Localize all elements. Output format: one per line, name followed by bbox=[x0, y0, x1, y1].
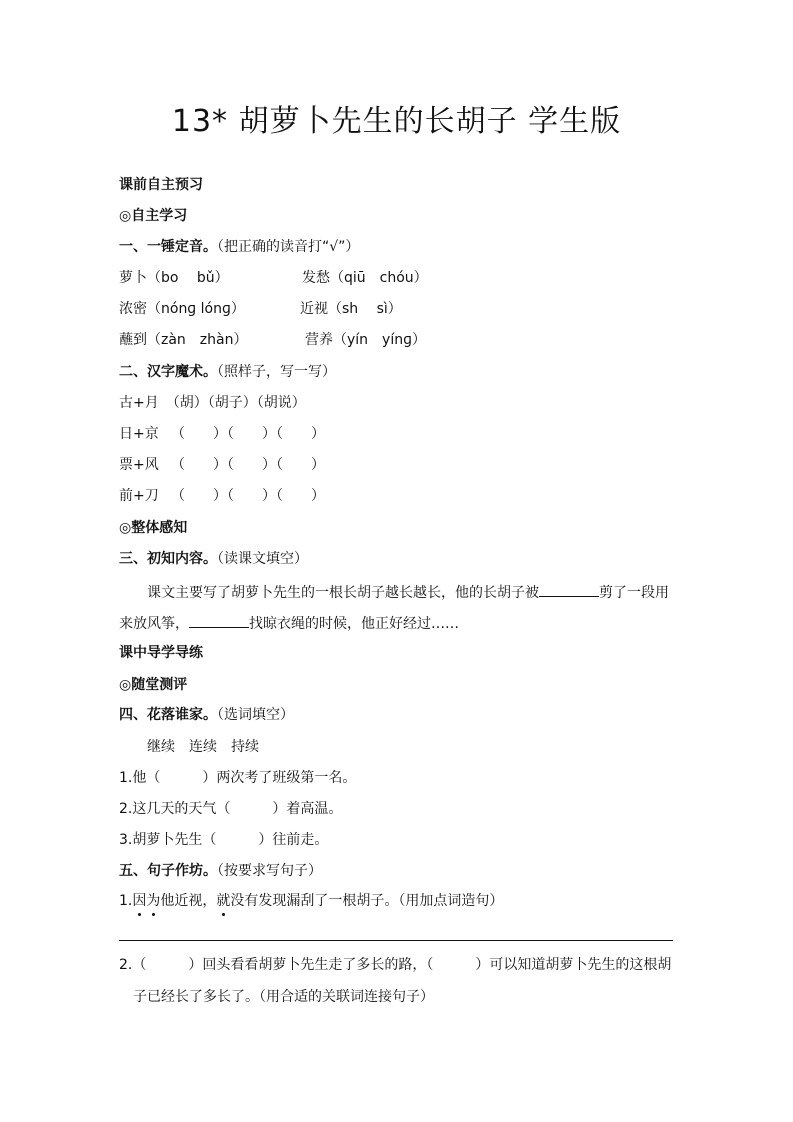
q2-row-2 bbox=[119, 456, 325, 474]
q3-text: 找晾衣绳的时候，他正好经过…… bbox=[249, 616, 459, 632]
q1-pinyin: （qiū chóu） bbox=[330, 270, 428, 286]
q4-word-choices: 继续 连续 持续 bbox=[147, 739, 259, 755]
q1-row-3 bbox=[119, 331, 426, 349]
emphasis-dot-char: 为 bbox=[146, 893, 161, 909]
q1-word: 萝卜 bbox=[119, 270, 147, 286]
subsection-quiz: ◎随堂测评 bbox=[119, 677, 188, 693]
q4-item-1[interactable]: 1.他（ ）两次考了班级第一名。 bbox=[119, 770, 357, 786]
q5-sentence-1 bbox=[119, 892, 503, 910]
q2-prefix: 前+刀 bbox=[119, 488, 159, 504]
q5-title: 五、句子作坊。 bbox=[119, 863, 217, 879]
q1-word: 近视 bbox=[300, 301, 328, 317]
q3-text: 剪了一段用 bbox=[599, 585, 669, 601]
q1-pinyin: （bo bǔ） bbox=[147, 270, 229, 286]
emphasis-dot-char: 因 bbox=[132, 893, 147, 909]
q1-row-1 bbox=[119, 269, 428, 287]
q3-blank-2[interactable] bbox=[189, 613, 249, 628]
section-heading-inclass: 课中导学导练 bbox=[119, 645, 203, 661]
q1-note: （把正确的读音打“√”） bbox=[217, 239, 360, 255]
q5-heading bbox=[119, 862, 322, 880]
q2-heading bbox=[119, 363, 336, 381]
q4-item-3[interactable]: 3.胡萝卜先生（ ）往前走。 bbox=[119, 832, 329, 848]
q3-text: 课文主要写了胡萝卜先生的一根长胡子越长越长，他的长胡子被 bbox=[147, 585, 539, 601]
q1-row-2 bbox=[119, 300, 402, 318]
q1-pinyin: （zàn zhàn） bbox=[147, 332, 248, 348]
q1-word: 营养 bbox=[305, 332, 333, 348]
q2-row-1 bbox=[119, 425, 325, 443]
q5-text: 没有发现漏刮了一根胡子。（用加点词造句） bbox=[230, 893, 504, 909]
q4-title: 四、花落谁家。 bbox=[119, 707, 217, 723]
q4-note: （选词填空） bbox=[217, 707, 294, 723]
q3-heading bbox=[119, 550, 308, 568]
q5-sentence-2-line-2: 子已经长了多长了。（用合适的关联词连接句子） bbox=[133, 989, 434, 1005]
q1-word: 浓密 bbox=[119, 301, 147, 317]
q3-blank-1[interactable] bbox=[539, 582, 599, 597]
page-title: 13* 胡萝卜先生的长胡子 学生版 bbox=[171, 104, 622, 139]
q2-example: 古+月 （胡）（胡子）（胡说） bbox=[119, 395, 306, 411]
q3-note: （读课文填空） bbox=[217, 551, 308, 567]
subsection-overall: ◎整体感知 bbox=[119, 520, 188, 536]
q1-pinyin: （sh sì） bbox=[328, 301, 402, 317]
q4-heading bbox=[119, 706, 294, 724]
q2-blanks[interactable]: （ ）（ ）（ ） bbox=[171, 488, 325, 504]
q5-num: 1. bbox=[119, 893, 133, 909]
q4-item-2[interactable]: 2.这几天的天气（ ）着高温。 bbox=[119, 801, 343, 817]
q3-title: 三、初知内容。 bbox=[119, 551, 217, 567]
q1-word: 蘸到 bbox=[119, 332, 147, 348]
q2-title: 二、汉字魔术。 bbox=[119, 364, 217, 380]
section-heading-preview: 课前自主预习 bbox=[119, 177, 203, 193]
q5-text: 他近视， bbox=[160, 893, 217, 909]
q1-word-pair bbox=[300, 300, 402, 318]
emphasis-dot-char: 就 bbox=[216, 893, 231, 909]
q1-title: 一、一锤定音。 bbox=[119, 239, 217, 255]
q2-note: （照样子，写一写） bbox=[217, 364, 336, 380]
q1-word: 发愁 bbox=[302, 270, 330, 286]
q2-prefix: 日+京 bbox=[119, 426, 159, 442]
answer-line[interactable] bbox=[119, 940, 673, 941]
q3-line-1 bbox=[147, 582, 669, 602]
q2-blanks[interactable]: （ ）（ ）（ ） bbox=[171, 426, 325, 442]
q2-blanks[interactable]: （ ）（ ）（ ） bbox=[171, 457, 325, 473]
q1-word-pair bbox=[305, 331, 426, 349]
q5-note: （按要求写句子） bbox=[217, 863, 322, 879]
q2-row-3 bbox=[119, 487, 325, 505]
q5-sentence-2-line-1[interactable]: 2.（ ）回头看看胡萝卜先生走了多长的路，（ ）可以知道胡萝卜先生的这根胡 bbox=[119, 957, 672, 973]
q1-word-pair bbox=[302, 269, 428, 287]
subsection-self-study: ◎自主学习 bbox=[119, 208, 188, 224]
q1-pinyin: （yín yínɡ） bbox=[333, 332, 426, 348]
q2-prefix: 票+风 bbox=[119, 457, 159, 473]
q1-pinyin: （nónɡ lónɡ） bbox=[147, 301, 245, 317]
q3-line-2 bbox=[119, 613, 459, 633]
q3-text: 来放风筝， bbox=[119, 616, 189, 632]
q1-heading bbox=[119, 238, 359, 256]
